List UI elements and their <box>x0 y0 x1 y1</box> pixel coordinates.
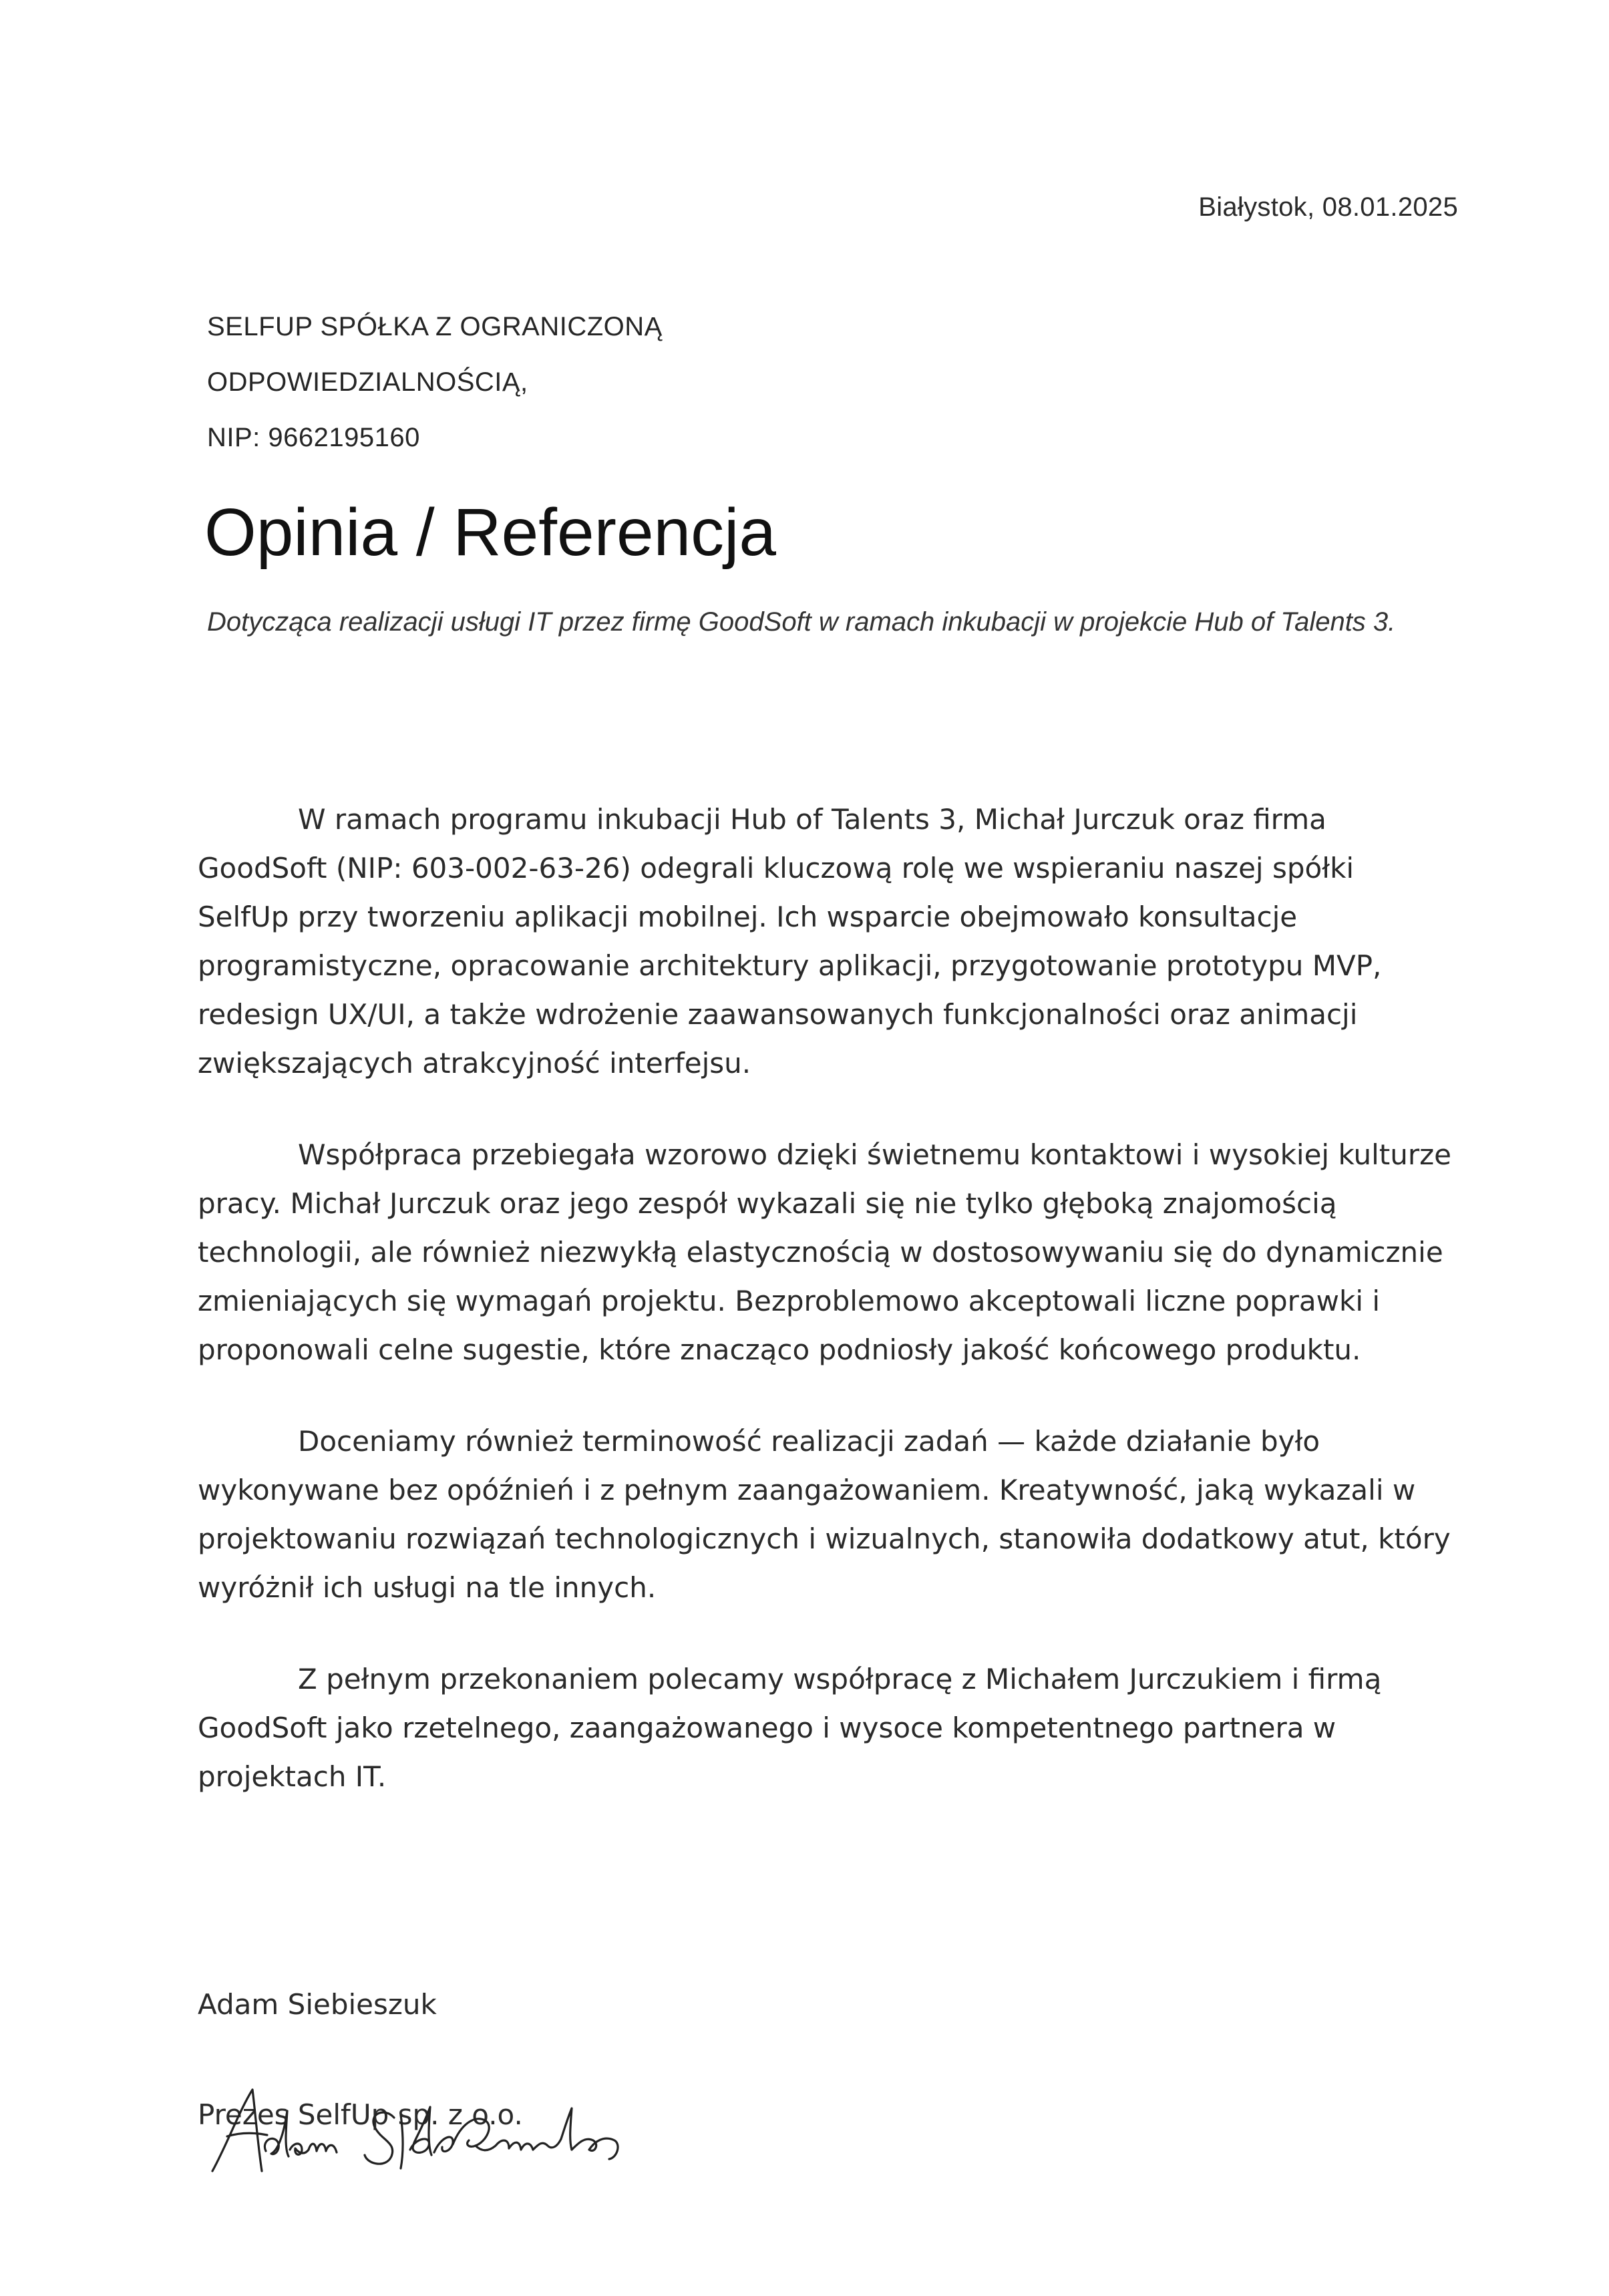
handwritten-signature <box>200 2071 681 2184</box>
body-paragraph: Doceniamy również terminowość realizacji zadań — każde działanie było wykonywane bez opóźnień i z pełnym zaangażowaniem. Kreatywność, jaką wykazali w projektowaniu rozwiązań technologicznych i wizualnych, stanowiła dodatkowy atut, który wyróżnił ich usługi na tle innych. <box>198 1425 1451 1604</box>
signatory-role: Prezes SelfUp sp. z o.o. <box>198 2098 523 2131</box>
body-paragraph: Współpraca przebiegała wzorowo dzięki świetnemu kontaktowi i wysokiej kulturze pracy. Michał Jurczuk oraz jego zespół wykazali się nie tylko głęboką znajomością technologii, ale również niezwykłą elastycznością w dostosowywaniu się do dynamicznie zmieniających się wymagań projektu. Bezproblemowo akceptowali liczne poprawki i proponowali celne sugestie, które znacząco podniosły jakość końcowego produktu. <box>198 1138 1452 1366</box>
addressee-nip: NIP: 9662195160 <box>207 423 420 452</box>
addressee-block <box>207 299 663 466</box>
body-paragraph: W ramach programu inkubacji Hub of Talents 3, Michał Jurczuk oraz firma GoodSoft (NIP: 603-002-63-26) odegrali kluczową rolę we wspieraniu naszej spółki SelfUp przy tworzeniu aplikacji mobilnej. Ich wsparcie obejmowało konsultacje programistyczne, opracowanie architektury aplikacji, przygotowanie prototypu MVP, redesign UX/UI, a także wdrożenie zaawansowanych funkcjonalności oraz animacji zwiększających atrakcyjność interfejsu. <box>198 803 1382 1080</box>
addressee-company-line-2: ODPOWIEDZIALNOŚCIĄ, <box>207 367 528 397</box>
signatory-name: Adam Siebieszuk <box>198 1988 437 2021</box>
document-title: Opinia / Referencja <box>204 495 777 570</box>
place-date: Białystok, 08.01.2025 <box>1198 192 1458 222</box>
addressee-company-line-1: SELFUP SPÓŁKA Z OGRANICZONĄ <box>207 312 663 341</box>
letter-body <box>198 795 1453 1844</box>
body-paragraph: Z pełnym przekonaniem polecamy współpracę z Michałem Jurczukiem i firmą GoodSoft jako rzetelnego, zaangażowanego i wysoce kompetentnego partnera w projektach IT. <box>198 1663 1382 1793</box>
document-subtitle: Dotycząca realizacji usługi IT przez firmę GoodSoft w ramach inkubacji w projekcie Hub of Talents 3. <box>207 607 1396 637</box>
